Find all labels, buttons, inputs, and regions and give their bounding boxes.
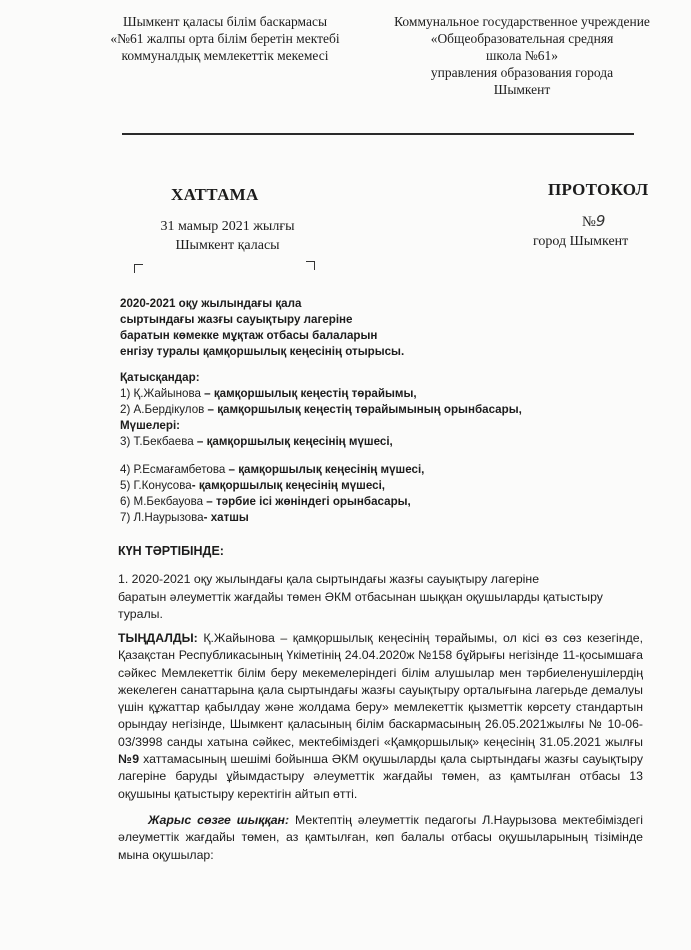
participant-name: Г.Конусова [133,479,192,492]
participant-name: А.Бердікулов [133,403,205,416]
header-right-line: школа №61» [485,48,559,63]
header-left-line: Шымкент қаласы білім баскармасы [122,14,328,29]
participant-name: Р.Есмағамбетова [133,463,226,476]
heard-text: Қ.Жайынова – қамқоршылық кеңесінің төрайымы, ол кісі өз сөз кезегінде, Қазақстан Республикасының Үкіметінің 24.04.2020ж №158 бұйрығы негізінде 11-қосымшаға сәйкес Мемлекеттік білім беру мекемелеріндегі білім алушылар мен тәрбиеленушілердің жекелеген санаттарына қала сыртындағы жазғы сауықтыру орталығына лагерьде демалуы үшін құжаттар қабылдау және жолдама беру» мемлекеттік қызметтік көрсету стандартын орындау негізінде, Шымкент қаласының білім баскармасының 26.05.2021жылғы № 10-06-03/3998 санды хатына сәйкес, мектебіміздегі «Қамқоршылық» кеңесінің 31.05.2021 жылғы [118,631,643,749]
agenda-line: туралы. [118,607,163,621]
participants-heading: Қатысқандар: [120,371,200,384]
header-left-kazakh [90,13,360,64]
participant-role: – қамқоршылық кеңесінің мүшесі, [193,435,393,448]
city-russian: город Шымкент [533,234,629,249]
header-right-line: Коммунальное государственное учреждение [394,14,650,29]
participant-name: М.Бекбауова [133,495,204,508]
speech-paragraph [118,812,643,864]
participant-name: Т.Бекбаева [133,435,194,448]
subject-line: баратын көмекке мұқтаж отбасы балаларын [120,329,378,342]
participant-row: 3) Т.Бекбаева – қамқоршылық кеңесінің мүшесі, [120,435,393,448]
participant-role: - қамқоршылық кеңесінің мүшесі, [191,479,386,492]
header-right-line: управления образования города [430,65,614,80]
participant-role: - хатшы [203,511,249,524]
agenda-line: баратын әлеуметтік жағдайы төмен ӘКМ отбасынан шыққан оқушыларды қатыстыру [118,589,603,604]
header-right-line: Шымкент [493,82,551,97]
participant-role: – қамқоршылық кеңестің төрайымының орынбасары, [204,403,522,416]
participant-role: – қамқоршылық кеңестің төрайымы, [200,387,417,400]
bracket-corner-left [134,264,143,273]
participant-row: 1) Қ.Жайынова – қамқоршылық кеңестің төрайымы, [120,387,417,400]
title-russian: ПРОТОКОЛ [548,180,649,199]
city-kazakh: Шымкент қаласы [175,238,280,253]
agenda-heading: КҮН ТӘРТІБІНДЕ: [118,544,224,558]
speech-text: Мектептің әлеуметтік педагогы Л.Наурызова мектебіміздегі әлеуметтік жағдайы төмен, аз қамтылған, көп балалы отбасы оқушыларының тізімінде мына оқушылар: [118,813,644,862]
subject-line: енгізу туралы қамқоршылық кеңесінің отырысы. [120,345,405,358]
header-left-line: коммуналдық мемлекеттік мекемесі [121,48,329,63]
participant-row: 2) А.Бердікулов – қамқоршылық кеңестің төрайымының орынбасары, [120,403,522,416]
participant-name: Қ.Жайынова [133,387,201,400]
participant-role: – тәрбие ісі жөніндегі орынбасары, [203,495,411,508]
participant-name: Л.Наурызова [133,511,204,524]
participant-role: – қамқоршылық кеңесінің мүшесі, [225,463,425,476]
meeting-date: 31 мамыр 2021 жылғы [160,219,295,234]
participant-row: 4) Р.Есмағамбетова – қамқоршылық кеңесінің мүшесі, [120,463,425,476]
heard-label: ТЫҢДАЛДЫ: [118,631,198,645]
title-kazakh: ХАТТАМА [171,185,259,204]
participant-row: 7) Л.Наурызова- хатшы [120,511,249,524]
participant-row: 6) М.Бекбауова – тәрбие ісі жөніндегі орынбасары, [120,495,411,508]
meeting-subject [120,296,450,360]
header-right-line: «Общеобразовательная средняя [430,31,614,46]
speech-label: Жарыс сөзге шыққан: [148,813,290,827]
date-block [145,217,310,255]
heard-paragraph [118,630,643,803]
subject-line: сыртындағы жазғы сауықтыру лагеріне [120,313,353,326]
agenda-line: 1. 2020-2021 оқу жылындағы қала сыртындағы жазғы сауықтыру лагеріне [118,572,540,586]
participants-list [120,370,650,530]
agenda-item [118,571,638,624]
protocol-number [582,212,605,231]
members-heading: Мүшелері: [120,419,181,432]
bracket-corner-right [306,261,315,270]
participant-row: 5) Г.Конусова- қамқоршылық кеңесінің мүшесі, [120,479,386,492]
header-divider [122,133,634,135]
header-right-russian [372,13,672,98]
handwritten-number: 9 [595,212,606,230]
subject-line: 2020-2021 оқу жылындағы қала [120,297,302,310]
heard-text-cont: хаттамасының шешімі бойынша ӘКМ оқушыларды қала сыртындағы жазғы сауықтыру лагеріне баруды ұйымдастыру әлеуметтік жағдайы төмен, аз қамтылған отбасы 13 оқушыны қатыстыру керектігін айтып өтті. [118,752,643,801]
heard-protocol-number: №9 [118,752,140,767]
number-sign: № [582,214,596,230]
header-left-line: «№61 жалпы орта білім беретін мектебі [110,31,340,46]
